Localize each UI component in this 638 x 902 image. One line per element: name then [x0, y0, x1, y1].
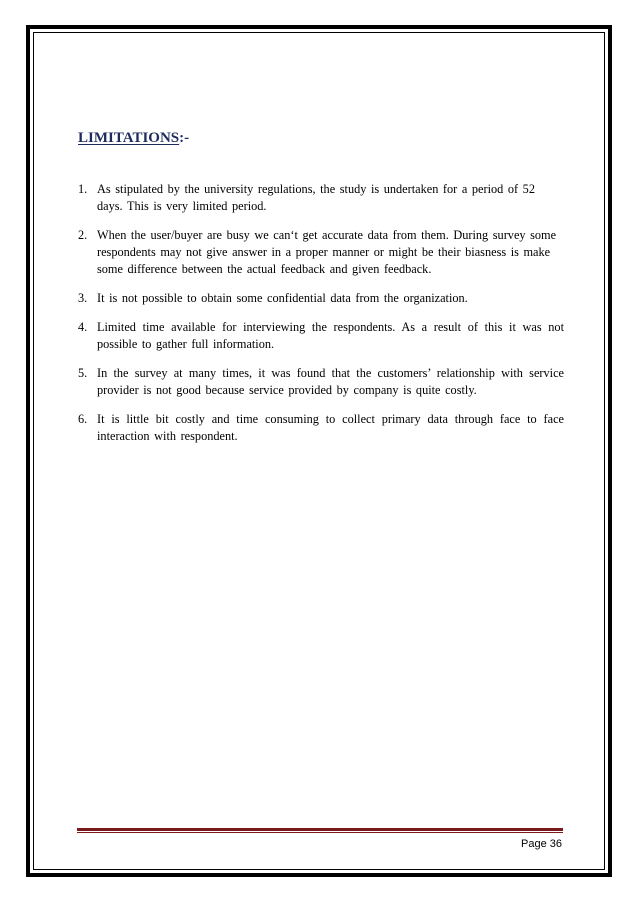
item-number: 6.: [78, 412, 88, 426]
item-number: 2.: [78, 228, 88, 242]
section-heading: [78, 130, 189, 147]
page-number: Page 36: [521, 838, 562, 850]
item-text: It is little bit costly and time consuming to collect primary data through face to face interaction with respondent.: [97, 412, 564, 443]
item-text: Limited time available for interviewing the respondents. As a result of this it was not possible to gather full information.: [97, 320, 564, 351]
list-item: [78, 365, 564, 399]
item-text: As stipulated by the university regulations, the study is undertaken for a period of 52 days. This is very limited period.: [97, 182, 535, 213]
item-number: 1.: [78, 182, 88, 196]
list-item: [78, 411, 564, 445]
limitations-list: [78, 181, 564, 457]
item-number: 5.: [78, 366, 88, 380]
footer-rule: [77, 828, 563, 831]
item-text: In the survey at many times, it was found that the customers’ relationship with service provider is not good because service provided by company is quite costly.: [97, 366, 564, 397]
footer-rule-thin: [77, 832, 563, 833]
heading-suffix: :-: [179, 130, 190, 146]
heading-title: LIMITATIONS: [78, 130, 180, 146]
list-item: [78, 319, 564, 353]
item-number: 4.: [78, 320, 88, 334]
item-text: It is not possible to obtain some confidential data from the organization.: [97, 291, 468, 305]
item-text: When the user/buyer are busy we can‘t get accurate data from them. During survey some respondents may not give answer in a proper manner or might be their biasness is make some difference between the actual feedback and given feedback.: [97, 228, 557, 276]
item-number: 3.: [78, 291, 88, 305]
list-item: [78, 290, 564, 307]
list-item: [78, 181, 564, 215]
list-item: [78, 227, 564, 278]
